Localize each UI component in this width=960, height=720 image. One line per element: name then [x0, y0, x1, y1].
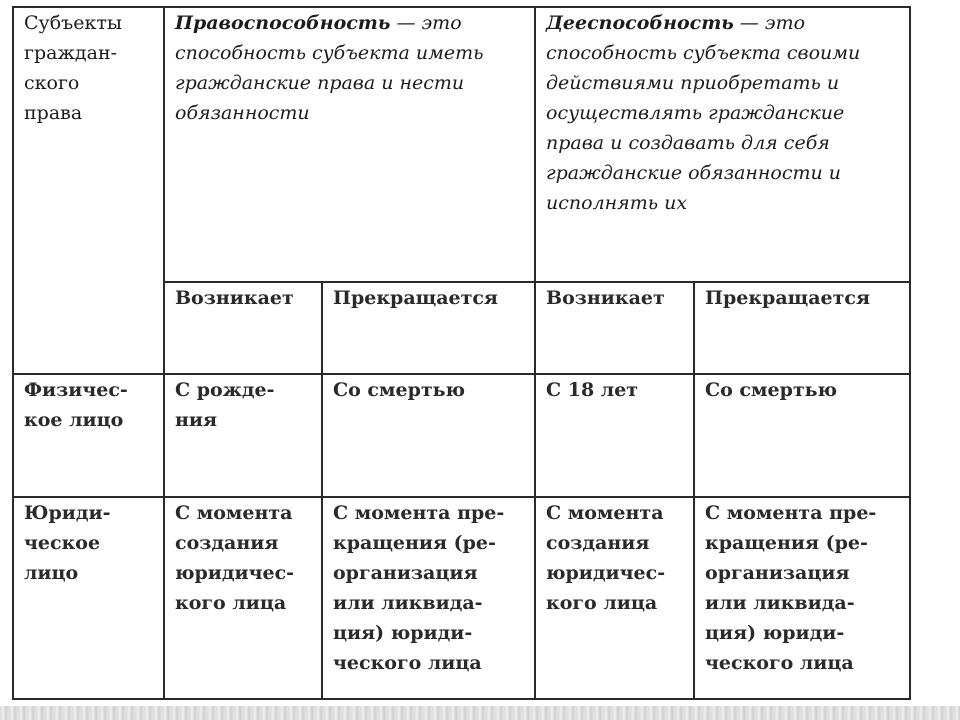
- legal-entity-capacity-ends: С момента пре- кращения (ре- организация или ликвида- ция) юриди- ческого лица: [694, 497, 910, 699]
- legal-capacity-term: Правоспособность: [175, 12, 391, 34]
- table-row: [13, 497, 910, 699]
- header-row: [13, 7, 910, 282]
- header-legal-capacity-cell: [164, 7, 535, 282]
- legal-capacity-definition: — это способность субъекта иметь гражданские права и нести обязанности: [175, 12, 484, 124]
- subheader-arises-1: Возникает: [164, 282, 322, 374]
- subheader-arises-2: Возникает: [535, 282, 694, 374]
- header-subjects: Субъекты граждан- ского права: [24, 12, 122, 124]
- legal-capacity-table: [12, 6, 911, 700]
- table-row: [13, 374, 910, 497]
- subheader-ends-2: Прекращается: [694, 282, 910, 374]
- natural-person-capacity-ends: Со смертью: [694, 374, 910, 497]
- header-subjects-cell: [13, 7, 164, 374]
- bottom-band: [0, 706, 960, 720]
- subheader-ends-1: Прекращается: [322, 282, 535, 374]
- natural-person-legal-capacity-arises: С рожде- ния: [164, 374, 322, 497]
- legal-entity-legal-capacity-arises: С момента создания юридичес- кого лица: [164, 497, 322, 699]
- row-subject-natural-person: Физичес- кое лицо: [13, 374, 164, 497]
- natural-person-legal-capacity-ends: Со смертью: [322, 374, 535, 497]
- natural-person-capacity-arises: С 18 лет: [535, 374, 694, 497]
- capacity-term: Дееспособность: [546, 12, 734, 34]
- header-capacity-cell: [535, 7, 910, 282]
- legal-entity-capacity-arises: С момента создания юридичес- кого лица: [535, 497, 694, 699]
- capacity-definition: — это способность субъекта своими действиями приобретать и осуществлять гражданские права и создавать для себя гражданские обязанности и исполнять их: [546, 12, 861, 214]
- row-subject-legal-entity: Юриди- ческое лицо: [13, 497, 164, 699]
- legal-entity-legal-capacity-ends: С момента пре- кращения (ре- организация или ликвида- ция) юриди- ческого лица: [322, 497, 535, 699]
